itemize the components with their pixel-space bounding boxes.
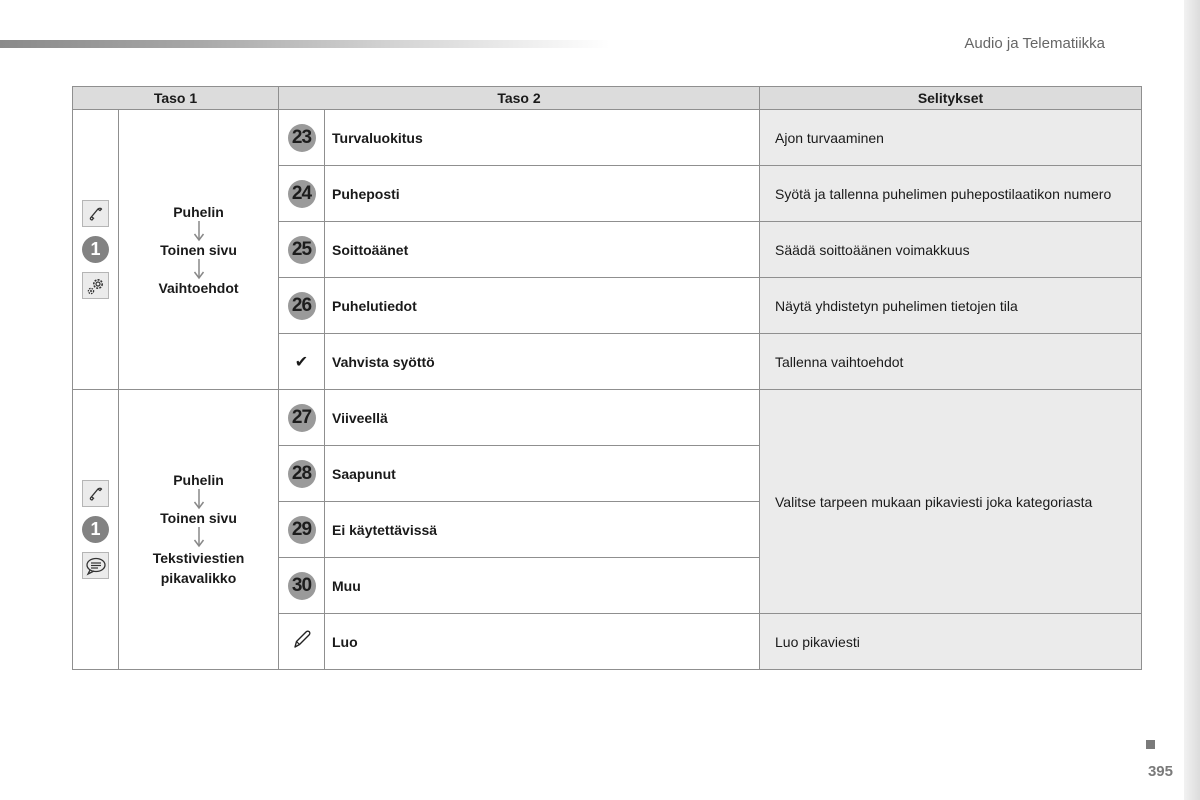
number-cell: [279, 502, 325, 558]
arrow-down-icon: [193, 488, 205, 510]
header-level2: Taso 2: [279, 87, 760, 110]
option-label: Puheposti: [325, 166, 760, 222]
number-badge: 25: [288, 236, 316, 264]
table-row: [73, 110, 1142, 166]
option-label: Ei käytettävissä: [325, 502, 760, 558]
step-badge: 1: [82, 236, 109, 263]
path-step: Toinen sivu: [160, 241, 237, 258]
page-number: 395: [1147, 763, 1173, 780]
group1-icons: [73, 110, 119, 390]
arrow-down-icon: [193, 258, 205, 280]
option-label: Saapunut: [325, 446, 760, 502]
checkmark-icon: ✔: [294, 353, 309, 371]
option-label: Vahvista syöttö: [325, 334, 760, 390]
table-header-row: [73, 87, 1142, 110]
option-label: Viiveellä: [325, 390, 760, 446]
number-badge: 26: [288, 292, 316, 320]
number-cell: [279, 558, 325, 614]
group2-icons: [73, 390, 119, 670]
phone-icon: [82, 480, 109, 507]
option-description: Valitse tarpeen mukaan pikaviesti joka kategoriasta: [760, 390, 1142, 614]
settings-icon: [82, 272, 109, 299]
number-cell: [279, 278, 325, 334]
option-description: Syötä ja tallenna puhelimen puhepostilaatikon numero: [760, 166, 1142, 222]
path-step: Puhelin: [173, 203, 224, 220]
number-cell: [279, 110, 325, 166]
number-cell: [279, 222, 325, 278]
section-title: Audio ja Telematiikka: [964, 35, 1105, 52]
group2-path: [119, 390, 279, 670]
page-marker: [1146, 740, 1155, 749]
path-step: Tekstiviestien pikavalikko: [152, 549, 245, 586]
table-row: [73, 390, 1142, 446]
option-description: Tallenna vaihtoehdot: [760, 334, 1142, 390]
path-step: Puhelin: [173, 471, 224, 488]
option-label: Soittoäänet: [325, 222, 760, 278]
path-step: Toinen sivu: [160, 509, 237, 526]
option-description: Ajon turvaaminen: [760, 110, 1142, 166]
phone-icon: [82, 200, 109, 227]
arrow-down-icon: [193, 220, 205, 242]
option-description: Luo pikaviesti: [760, 614, 1142, 670]
page-edge-strip: [1184, 0, 1200, 800]
number-cell: [279, 390, 325, 446]
message-icon: [82, 552, 109, 579]
option-description: Näytä yhdistetyn puhelimen tietojen tila: [760, 278, 1142, 334]
header-decor-bar: [0, 40, 610, 48]
option-label: Luo: [325, 614, 760, 670]
option-label: Turvaluokitus: [325, 110, 760, 166]
number-badge: 23: [288, 124, 316, 152]
number-badge: 28: [288, 460, 316, 488]
number-cell: [279, 334, 325, 390]
number-badge: 24: [288, 180, 316, 208]
pencil-icon: [291, 628, 313, 650]
option-label: Muu: [325, 558, 760, 614]
header-level1: Taso 1: [73, 87, 279, 110]
number-cell: [279, 614, 325, 670]
number-cell: [279, 166, 325, 222]
group1-path: [119, 110, 279, 390]
number-cell: [279, 446, 325, 502]
menu-table: [72, 86, 1142, 670]
header-explanations: Selitykset: [760, 87, 1142, 110]
arrow-down-icon: [193, 526, 205, 548]
step-badge: 1: [82, 516, 109, 543]
option-label: Puhelutiedot: [325, 278, 760, 334]
number-badge: 29: [288, 516, 316, 544]
path-step: Vaihtoehdot: [158, 279, 239, 296]
option-description: Säädä soittoäänen voimakkuus: [760, 222, 1142, 278]
number-badge: 30: [288, 572, 316, 600]
number-badge: 27: [288, 404, 316, 432]
